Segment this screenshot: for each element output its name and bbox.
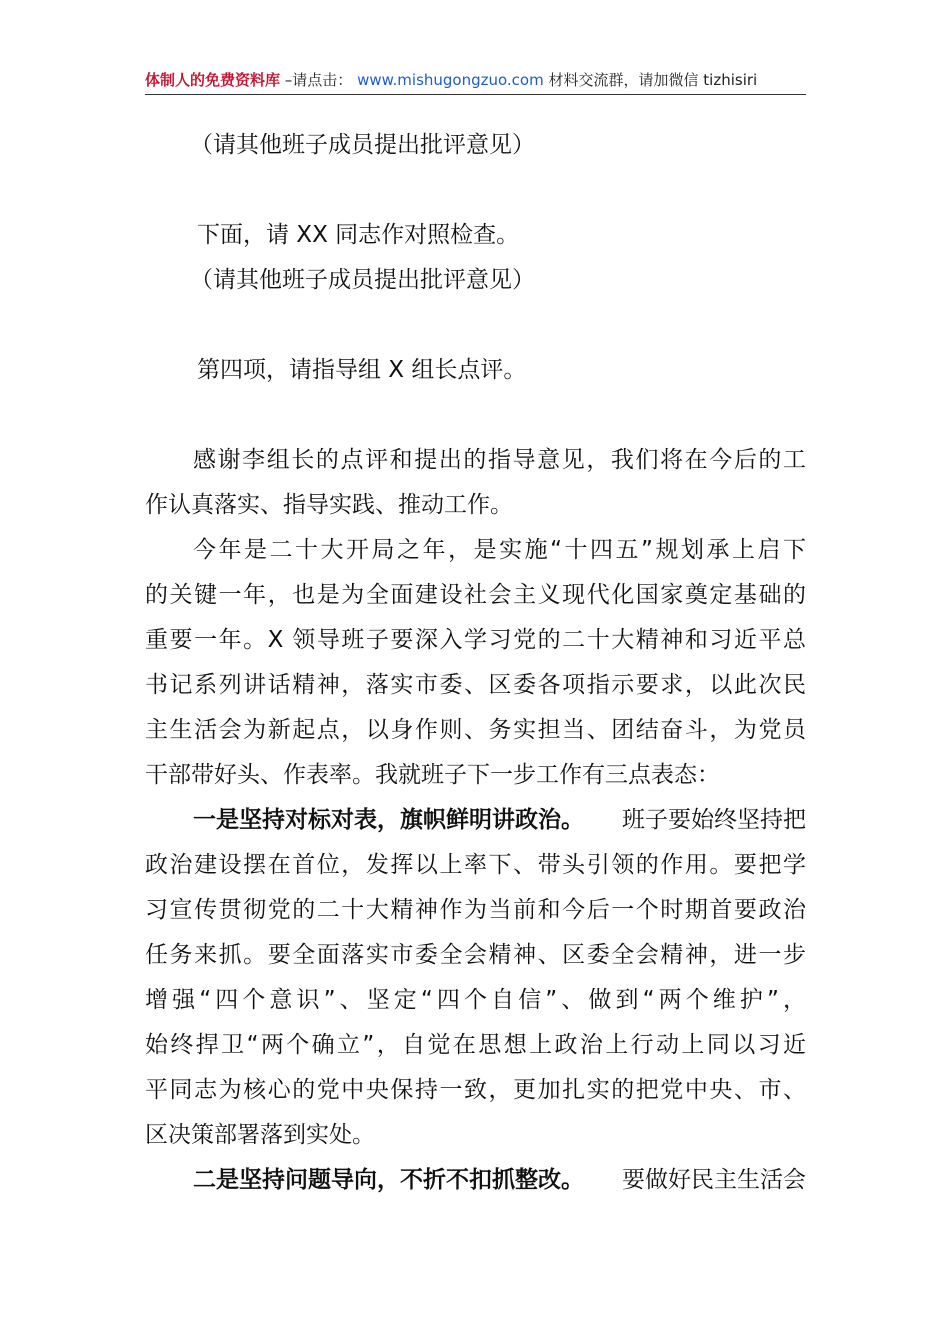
paragraph-7-line-1-text: 班子要始终坚持把 [622,807,806,833]
header-url-link[interactable]: www.mishugongzuo.com [357,71,544,89]
header-prompt: –请点击： [284,71,353,89]
paragraph-7-line-3: 习宣传贯彻党的二十大精神作为当前和今后一个时期首要政治 [145,897,806,923]
paragraph-6-line-6: 干部带好头、作表率。我就班子下一步工作有三点表态： [145,762,720,788]
paragraph-2: 下面，请 XX 同志作对照检查。 [197,222,520,248]
paragraph-7-line-4: 任务来抓。要全面落实市委全会精神、区委全会精神，进一步 [145,942,806,968]
paragraph-3: （请其他班子成员提出批评意见） [190,267,535,293]
point-two-heading: 二是坚持问题导向，不折不扣抓整改。 [193,1167,584,1193]
paragraph-6-line-4: 书记系列讲话精神，落实市委、区委各项指示要求，以此次民 [145,672,806,698]
header-contact: 材料交流群，请加微信 tizhisiri [548,71,758,89]
paragraph-8-line-1-text: 要做好民主生活会 [622,1167,806,1193]
header-brand: 体制人的免费资料库 [145,71,281,89]
paragraph-7-line-5: 增强“四个意识”、坚定“四个自信”、做到“两个维护”， [145,987,806,1013]
paragraph-5-line-2: 作认真落实、指导实践、推动工作。 [145,492,513,518]
paragraph-6-line-2: 的关键一年，也是为全面建设社会主义现代化国家奠定基础的 [145,582,806,608]
paragraph-6-line-5: 主生活会为新起点，以身作则、务实担当、团结奋斗，为党员 [145,717,806,743]
paragraph-4: 第四项，请指导组 X 组长点评。 [197,357,527,383]
paragraph-6-line-1: 今年是二十大开局之年，是实施“十四五”规划承上启下 [193,537,806,563]
paragraph-6-line-3: 重要一年。X 领导班子要深入学习党的二十大精神和习近平总 [145,627,806,653]
paragraph-5-line-1: 感谢李组长的点评和提出的指导意见，我们将在今后的工 [193,447,806,473]
paragraph-7-line-2: 政治建设摆在首位，发挥以上率下、带头引领的作用。要把学 [145,852,806,878]
paragraph-7-line-1 [193,805,806,835]
page-header [145,66,806,95]
paragraph-7-line-7: 平同志为核心的党中央保持一致，更加扎实的把党中央、市、 [145,1077,806,1103]
paragraph-7-line-8: 区决策部署落到实处。 [145,1122,375,1148]
paragraph-7-line-6: 始终捍卫“两个确立”，自觉在思想上政治上行动上同以习近 [145,1032,806,1058]
paragraph-8-line-1 [193,1165,806,1195]
paragraph-1: （请其他班子成员提出批评意见） [190,132,535,158]
point-one-heading: 一是坚持对标对表，旗帜鲜明讲政治。 [193,807,584,833]
